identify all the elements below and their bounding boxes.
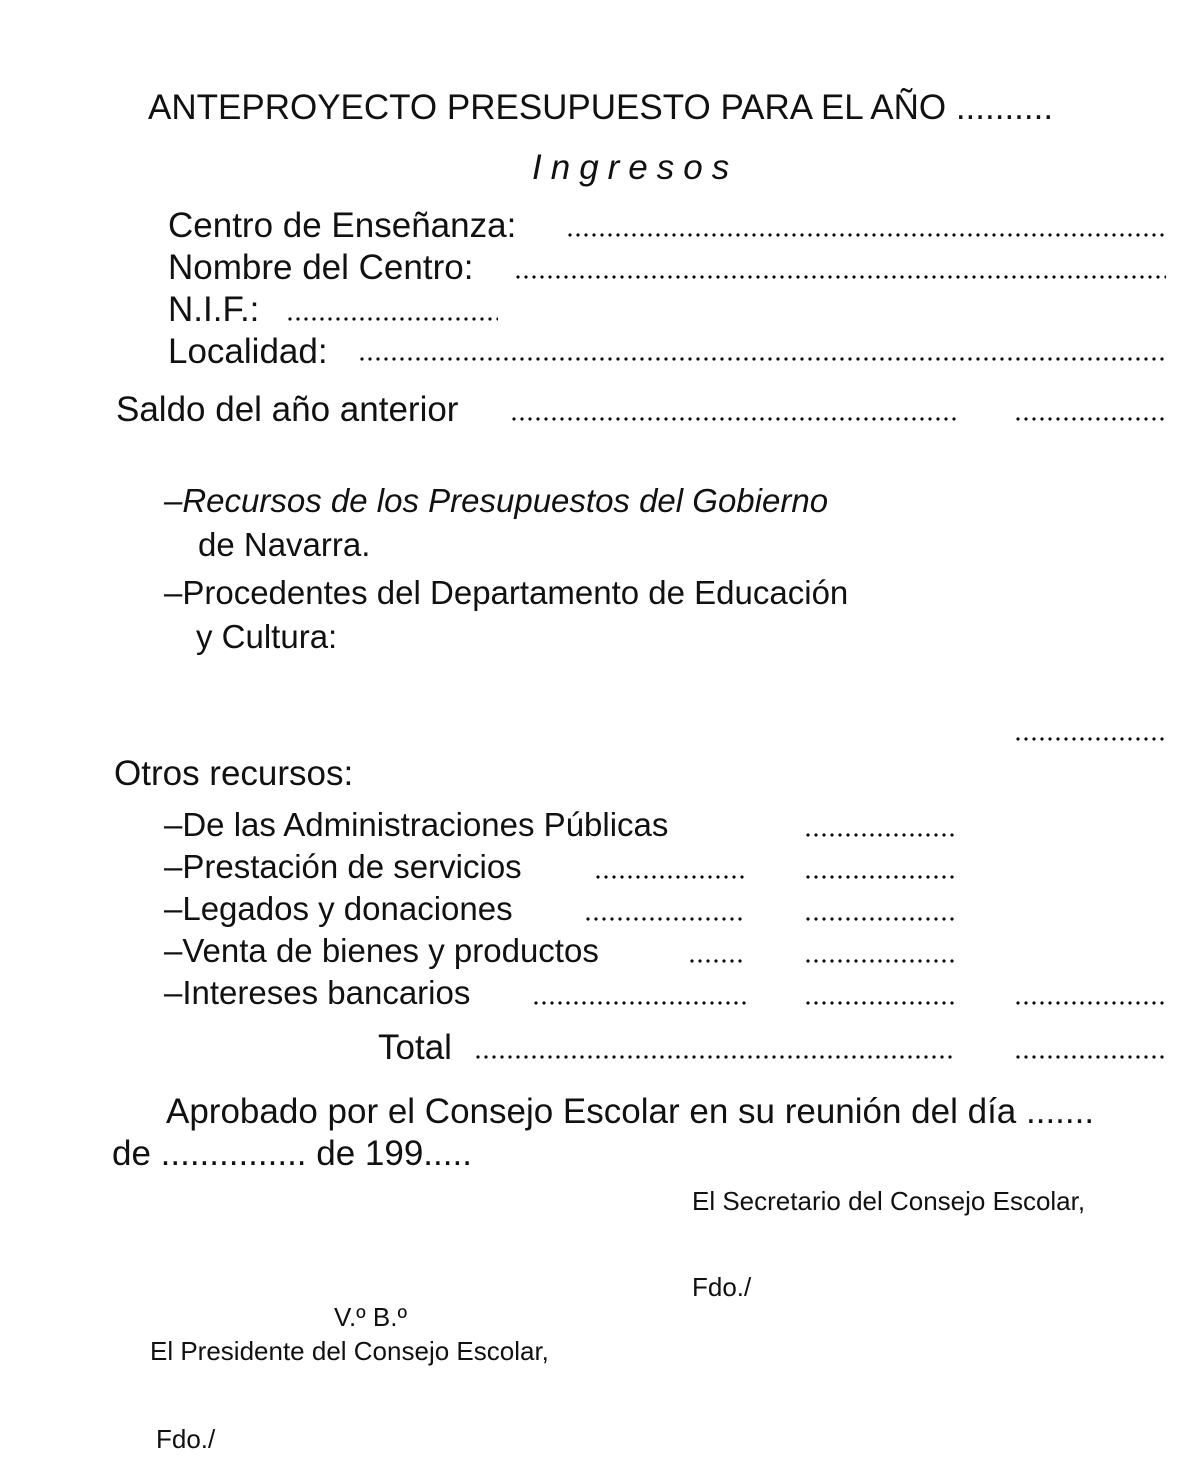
section-subtitle: Ingresos <box>532 148 739 187</box>
localidad-field[interactable] <box>358 356 1166 362</box>
presidente-label: El Presidente del Consejo Escolar, <box>150 1336 549 1366</box>
recursos-gobierno-line2: de Navarra. <box>198 526 371 563</box>
fdo-presidente: Fdo./ <box>156 1424 216 1454</box>
localidad-label: Localidad: <box>168 332 328 371</box>
visto-bueno: V.º B.º <box>334 1302 407 1332</box>
recursos-gobierno-line1: –Recursos de los Presupuestos del Gobierno <box>164 482 829 519</box>
total-leader <box>474 1054 956 1060</box>
otros-item-amount-field[interactable] <box>804 916 956 922</box>
procedentes-line2: y Cultura: <box>196 618 338 655</box>
otros-item-leader <box>584 916 746 922</box>
nif-field[interactable] <box>286 316 498 322</box>
otros-item-amount-field[interactable] <box>804 958 956 964</box>
otros-item: –Legados y donaciones <box>164 890 513 927</box>
otros-item-amount-field[interactable] <box>804 1000 956 1006</box>
saldo-leader <box>510 416 956 422</box>
document-title: ANTEPROYECTO PRESUPUESTO PARA EL AÑO .......... <box>148 88 1054 127</box>
secretario-label: El Secretario del Consejo Escolar, <box>692 1186 1086 1216</box>
procedentes-line1: –Procedentes del Departamento de Educación <box>164 574 849 611</box>
otros-item: –Intereses bancarios <box>164 974 471 1011</box>
saldo-amount-field[interactable] <box>1014 416 1166 422</box>
aprobacion-line2: de ............... de 199..... <box>112 1134 472 1173</box>
otros-heading: Otros recursos: <box>114 754 354 793</box>
fdo-secretario: Fdo./ <box>692 1272 752 1302</box>
otros-item-leader <box>532 1000 746 1006</box>
otros-item: –De las Administraciones Públicas <box>164 806 669 843</box>
otros-item-amount-field[interactable] <box>804 832 956 838</box>
centro-label: Centro de Enseñanza: <box>168 206 517 245</box>
gobierno-amount-field[interactable] <box>1014 736 1166 742</box>
nif-label: N.I.F.: <box>168 290 260 329</box>
otros-item: –Venta de bienes y productos <box>164 932 599 969</box>
otros-item-leader <box>594 874 746 880</box>
otros-item: –Prestación de servicios <box>164 848 522 885</box>
aprobacion-line1: Aprobado por el Consejo Escolar en su reunión del día ....... <box>166 1092 1095 1131</box>
otros-subtotal-field[interactable] <box>1014 1000 1166 1006</box>
total-label: Total <box>378 1028 452 1067</box>
otros-item-amount-field[interactable] <box>804 874 956 880</box>
otros-item-leader <box>688 958 746 964</box>
centro-field[interactable] <box>566 232 1166 238</box>
saldo-label: Saldo del año anterior <box>116 390 459 429</box>
nombre-label: Nombre del Centro: <box>168 248 474 287</box>
total-amount-field[interactable] <box>1014 1054 1166 1060</box>
nombre-field[interactable] <box>514 274 1166 280</box>
